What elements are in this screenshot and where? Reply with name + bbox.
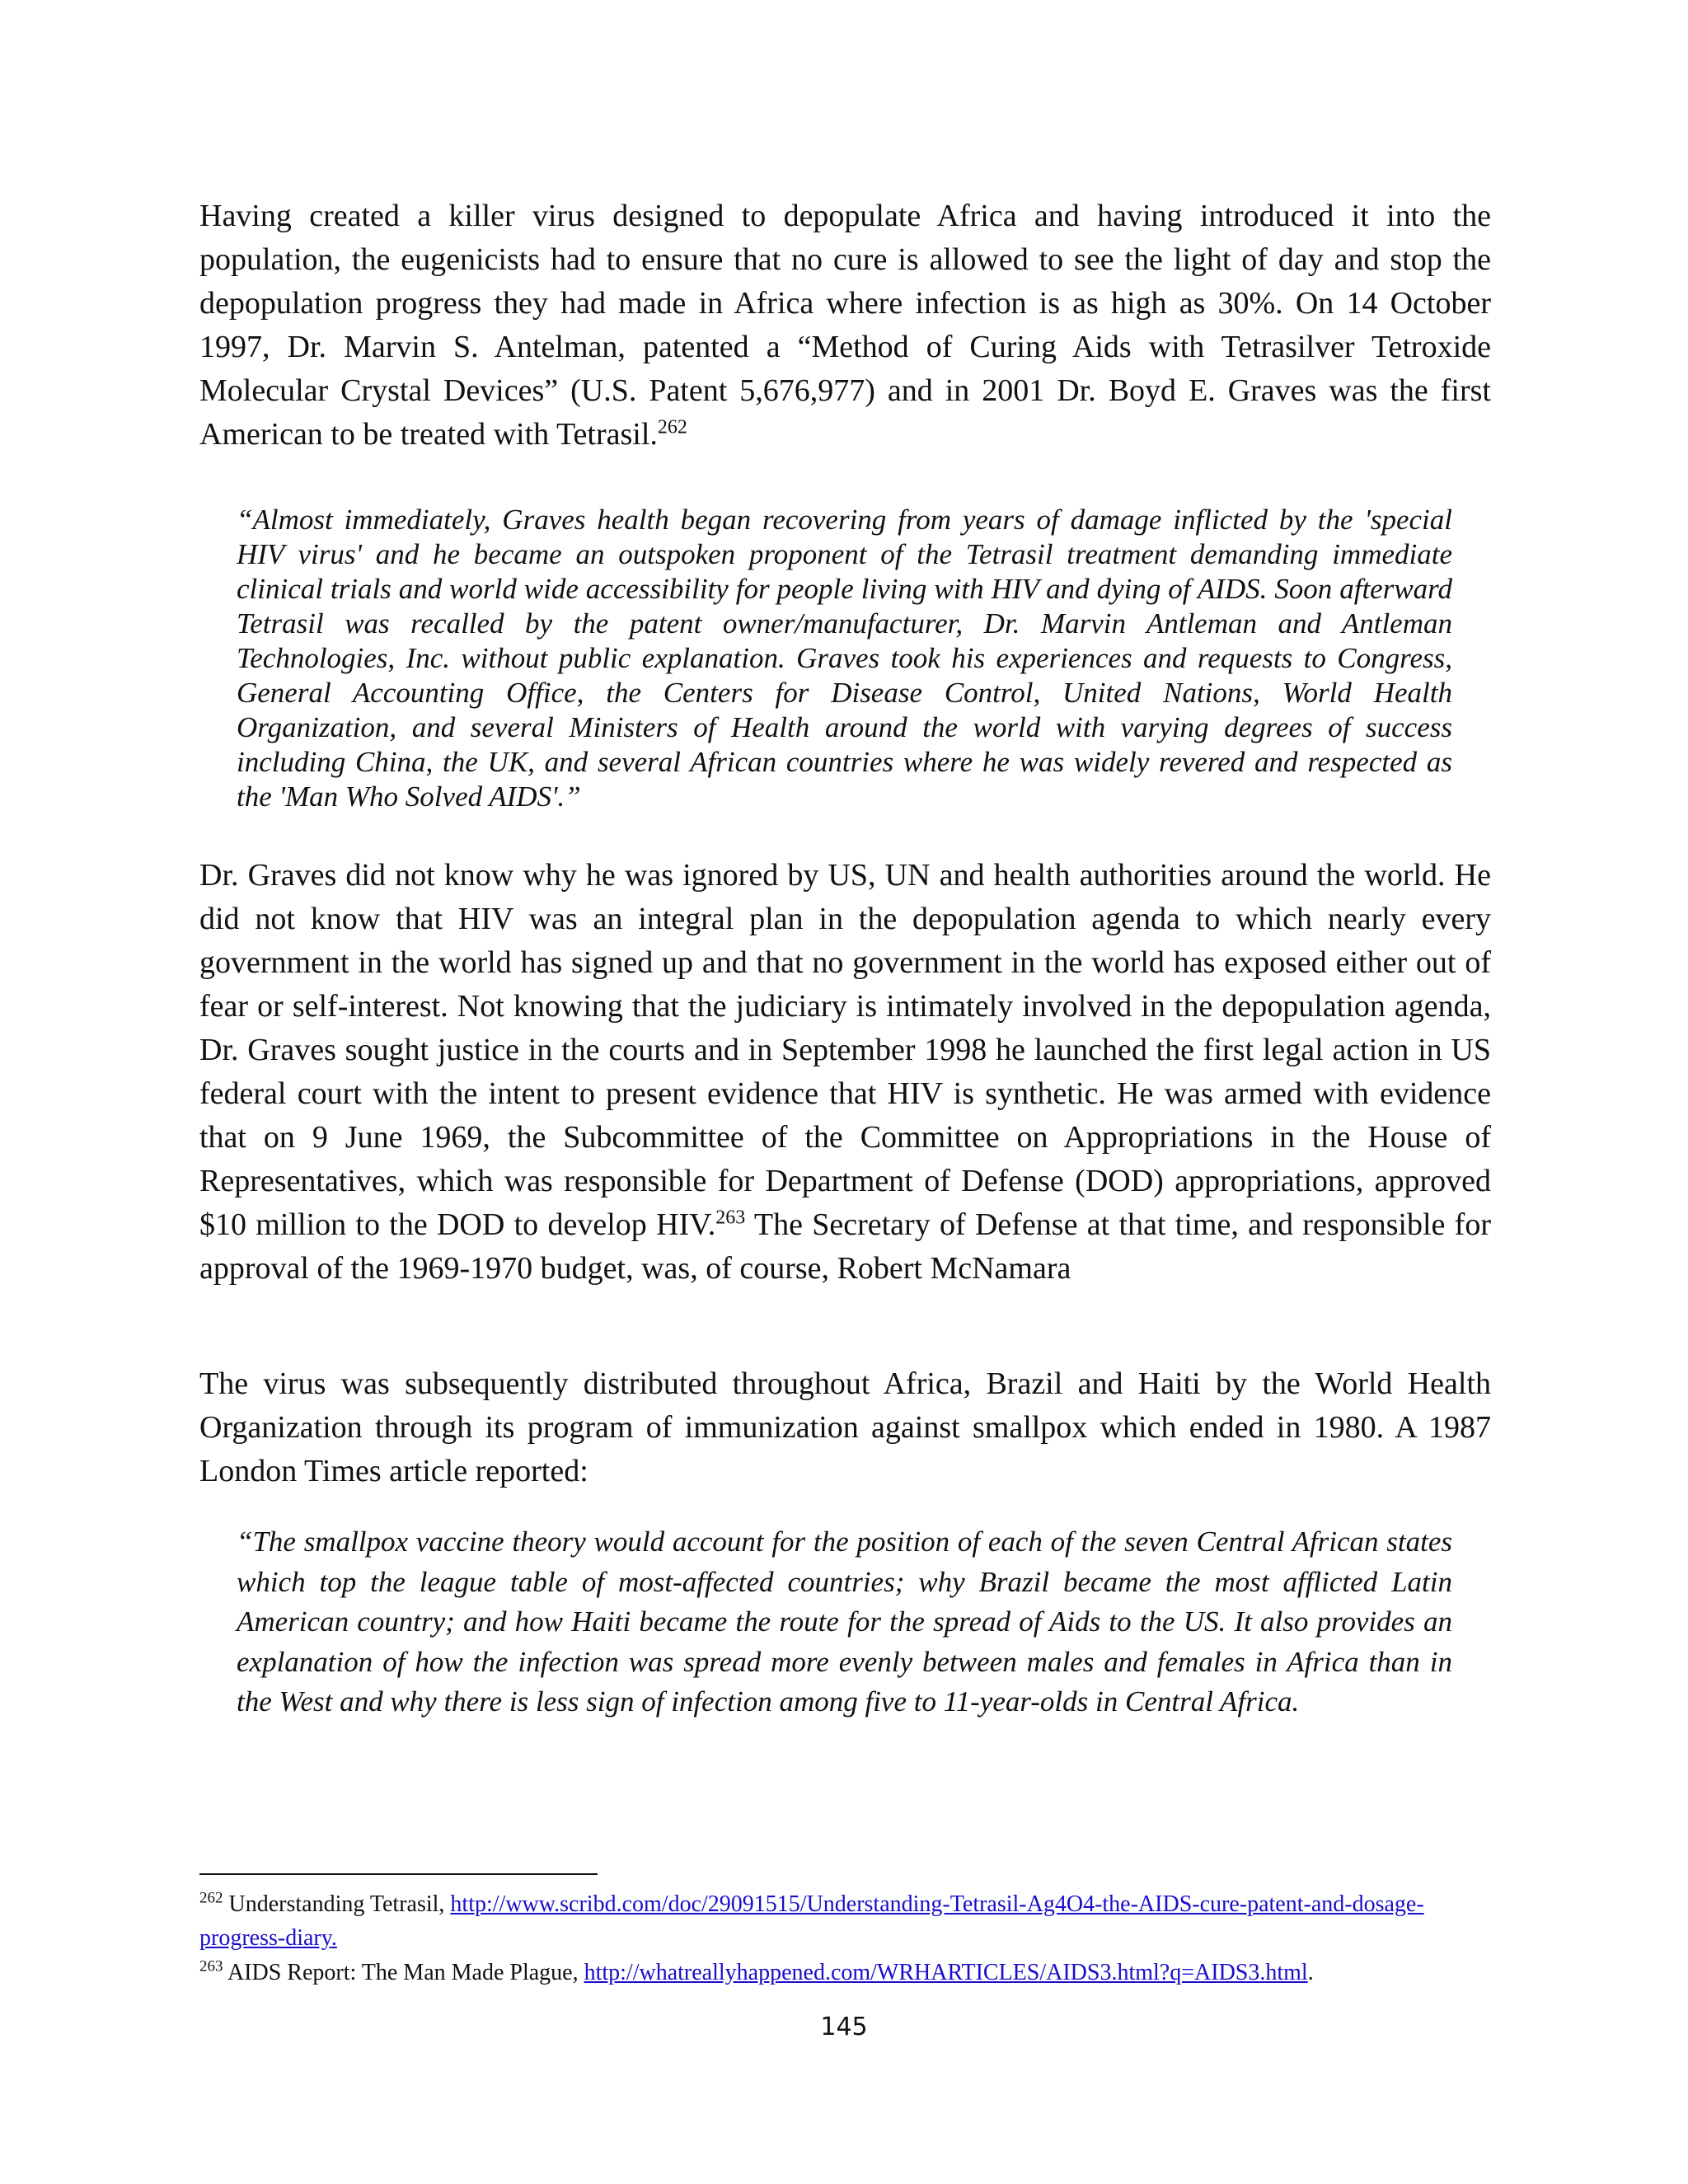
footnote-reference-263[interactable]: 263 [715, 1207, 746, 1229]
paragraph-text-continued: The Secretary of Defense at that time, and responsible for approval of the 1969-1970 budget, was, of course, Robert McNamara [199, 1207, 1491, 1286]
footnote-text: AIDS Report: The Man Made Plague, [223, 1960, 584, 1985]
footnote-number: 263 [199, 1957, 223, 1975]
body-paragraph-1 [199, 194, 1491, 457]
block-quote-2: “The smallpox vaccine theory would account for the position of each of the seven Central African states which top the league table of most-affected countries; why Brazil became the most afflicted Latin American country; and how Haiti became the route for the spread of Aids to the US. It also provides an explanation of how the infection was spread more evenly between males and females in Africa than in the West and why there is less sign of infection among five to 11-year-olds in Central Africa. [237, 1526, 1452, 1718]
footnote-link[interactable]: http://whatreallyhappened.com/WRHARTICLES/AIDS3.html?q=AIDS3.html [584, 1960, 1308, 1985]
footnote-263 [199, 1956, 1491, 1990]
paragraph-text: Having created a killer virus designed to depopulate Africa and having introduced it into the population, the eugenicists had to ensure that no cure is allowed to see the light of day and stop the depopulation progress they had made in Africa where infection is as high as 30%. On 14 October 1997, Dr. Marvin S. Antelman, patented a “Method of Curing Aids with Tetrasilver Tetroxide Molecular Crystal Devices” (U.S. Patent 5,676,977) and in 2001 Dr. Boyd E. Graves was the first American to be treated with Tetrasil. [199, 199, 1491, 452]
footnote-number: 262 [199, 1889, 223, 1907]
footnote-link[interactable]: http://www.scribd.com/doc/29091515/Understanding-Tetrasil-Ag4O4-the-AIDS-cure-patent-and-dosage-progress-diary. [199, 1891, 1424, 1951]
footnote-262 [199, 1887, 1491, 1955]
block-quote-1: “Almost immediately, Graves health began recovering from years of damage inflicted by the 'special HIV virus' and he became an outspoken proponent of the Tetrasil treatment demanding immediate clinical trials and world wide accessibility for people living with HIV and dying of AIDS. Soon afterward Tetrasil was recalled by the patent owner/manufacturer, Dr. Marvin Antleman and Antleman Technologies, Inc. without public explanation. Graves took his experiences and requests to Congress, General Accounting Office, the Centers for Disease Control, United Nations, World Health Organization, and several Ministers of Health around the world with varying degrees of success including China, the UK, and several African countries where he was widely revered and respected as the 'Man Who Solved AIDS'.” [237, 504, 1452, 813]
page-number: 145 [820, 2013, 868, 2041]
body-paragraph-3: The virus was subsequently distributed throughout Africa, Brazil and Haiti by the World Health Organization through its program of immunization against smallpox which ended in 1980. A 1987 London Times article reported: [199, 1366, 1491, 1488]
footnote-text: Understanding Tetrasil, [223, 1891, 451, 1917]
footnote-suffix: . [1307, 1960, 1314, 1985]
body-paragraph-2 [199, 854, 1491, 1291]
footnote-separator [199, 1873, 598, 1875]
footnote-reference-262[interactable]: 262 [657, 416, 687, 438]
paragraph-text: Dr. Graves did not know why he was ignored by US, UN and health authorities around the world. He did not know that HIV was an integral plan in the depopulation agenda to which nearly every government in the world has signed up and that no government in the world has exposed either out of fear or self-interest. Not knowing that the judiciary is intimately involved in the depopulation agenda, Dr. Graves sought justice in the courts and in September 1998 he launched the first legal action in US federal court with the intent to present evidence that HIV is synthetic. He was armed with evidence that on 9 June 1969, the Subcommittee of the Committee on Appropriations in the House of Representatives, which was responsible for Department of Defense (DOD) appropriations, approved $10 million to the DOD to develop HIV. [199, 858, 1491, 1242]
